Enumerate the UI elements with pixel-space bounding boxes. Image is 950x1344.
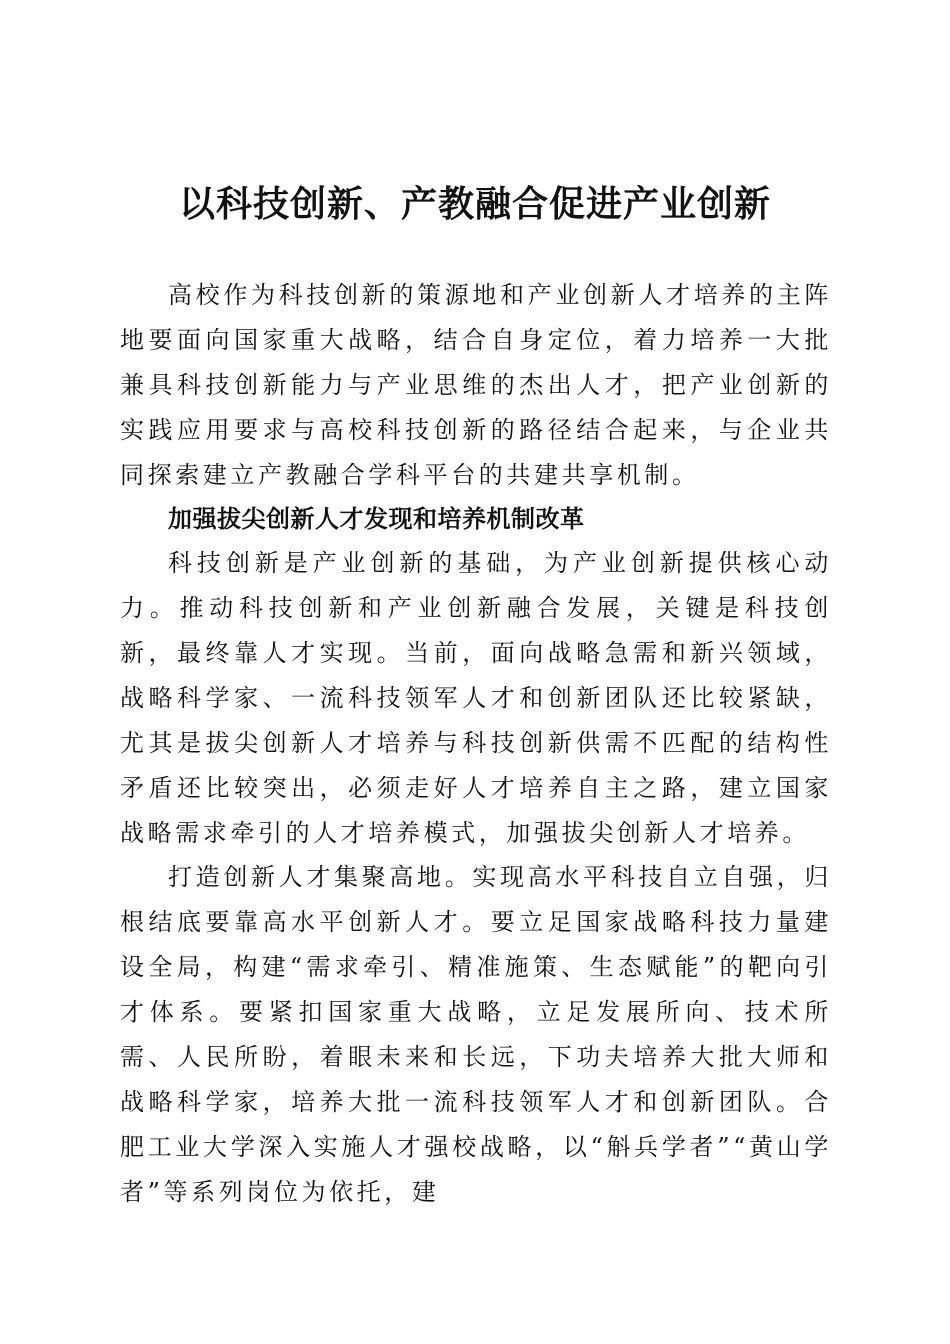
paragraph-intro: 高校作为科技创新的策源地和产业创新人才培养的主阵地要面向国家重大战略，结合自身定位，着力培养一大批兼具科技创新能力与产业思维的杰出人才，把产业创新的实践应用要求与高校科技创新的路径结合起来，与企业共同探索建立产教融合学科平台的共建共享机制。 [120, 281, 832, 489]
paragraph-tech-innovation: 科技创新是产业创新的基础，为产业创新提供核心动力。推动科技创新和产业创新融合发展，关键是科技创新，最终靠人才实现。当前，面向战略急需和新兴领域，战略科学家、一流科技领军人才和创新团队还比较紧缺，尤其是拔尖创新人才培养与科技创新供需不匹配的结构性矛盾还比较突出，必须走好人才培养自主之路，建立国家战略需求牵引的人才培养模式，加强拔尖创新人才培养。 [120, 549, 832, 847]
document-title: 以科技创新、产教融合促进产业创新 [178, 183, 771, 225]
section-heading: 加强拔尖创新人才发现和培养机制改革 [168, 505, 585, 533]
paragraph-talent-hub: 打造创新人才集聚高地。实现高水平科技自立自强，归根结底要靠高水平创新人才。要立足国家战略科技力量建设全局，构建“需求牵引、精准施策、生态赋能”的靶向引才体系。要紧扣国家重大战略，立足发展所向、技术所需、人民所盼，着眼未来和长远，下功夫培养大批大师和战略科学家，培养大批一流科技领军人才和创新团队。合肥工业大学深入实施人才强校战略，以“斛兵学者”“黄山学者”等系列岗位为依托，建 [120, 863, 832, 1206]
